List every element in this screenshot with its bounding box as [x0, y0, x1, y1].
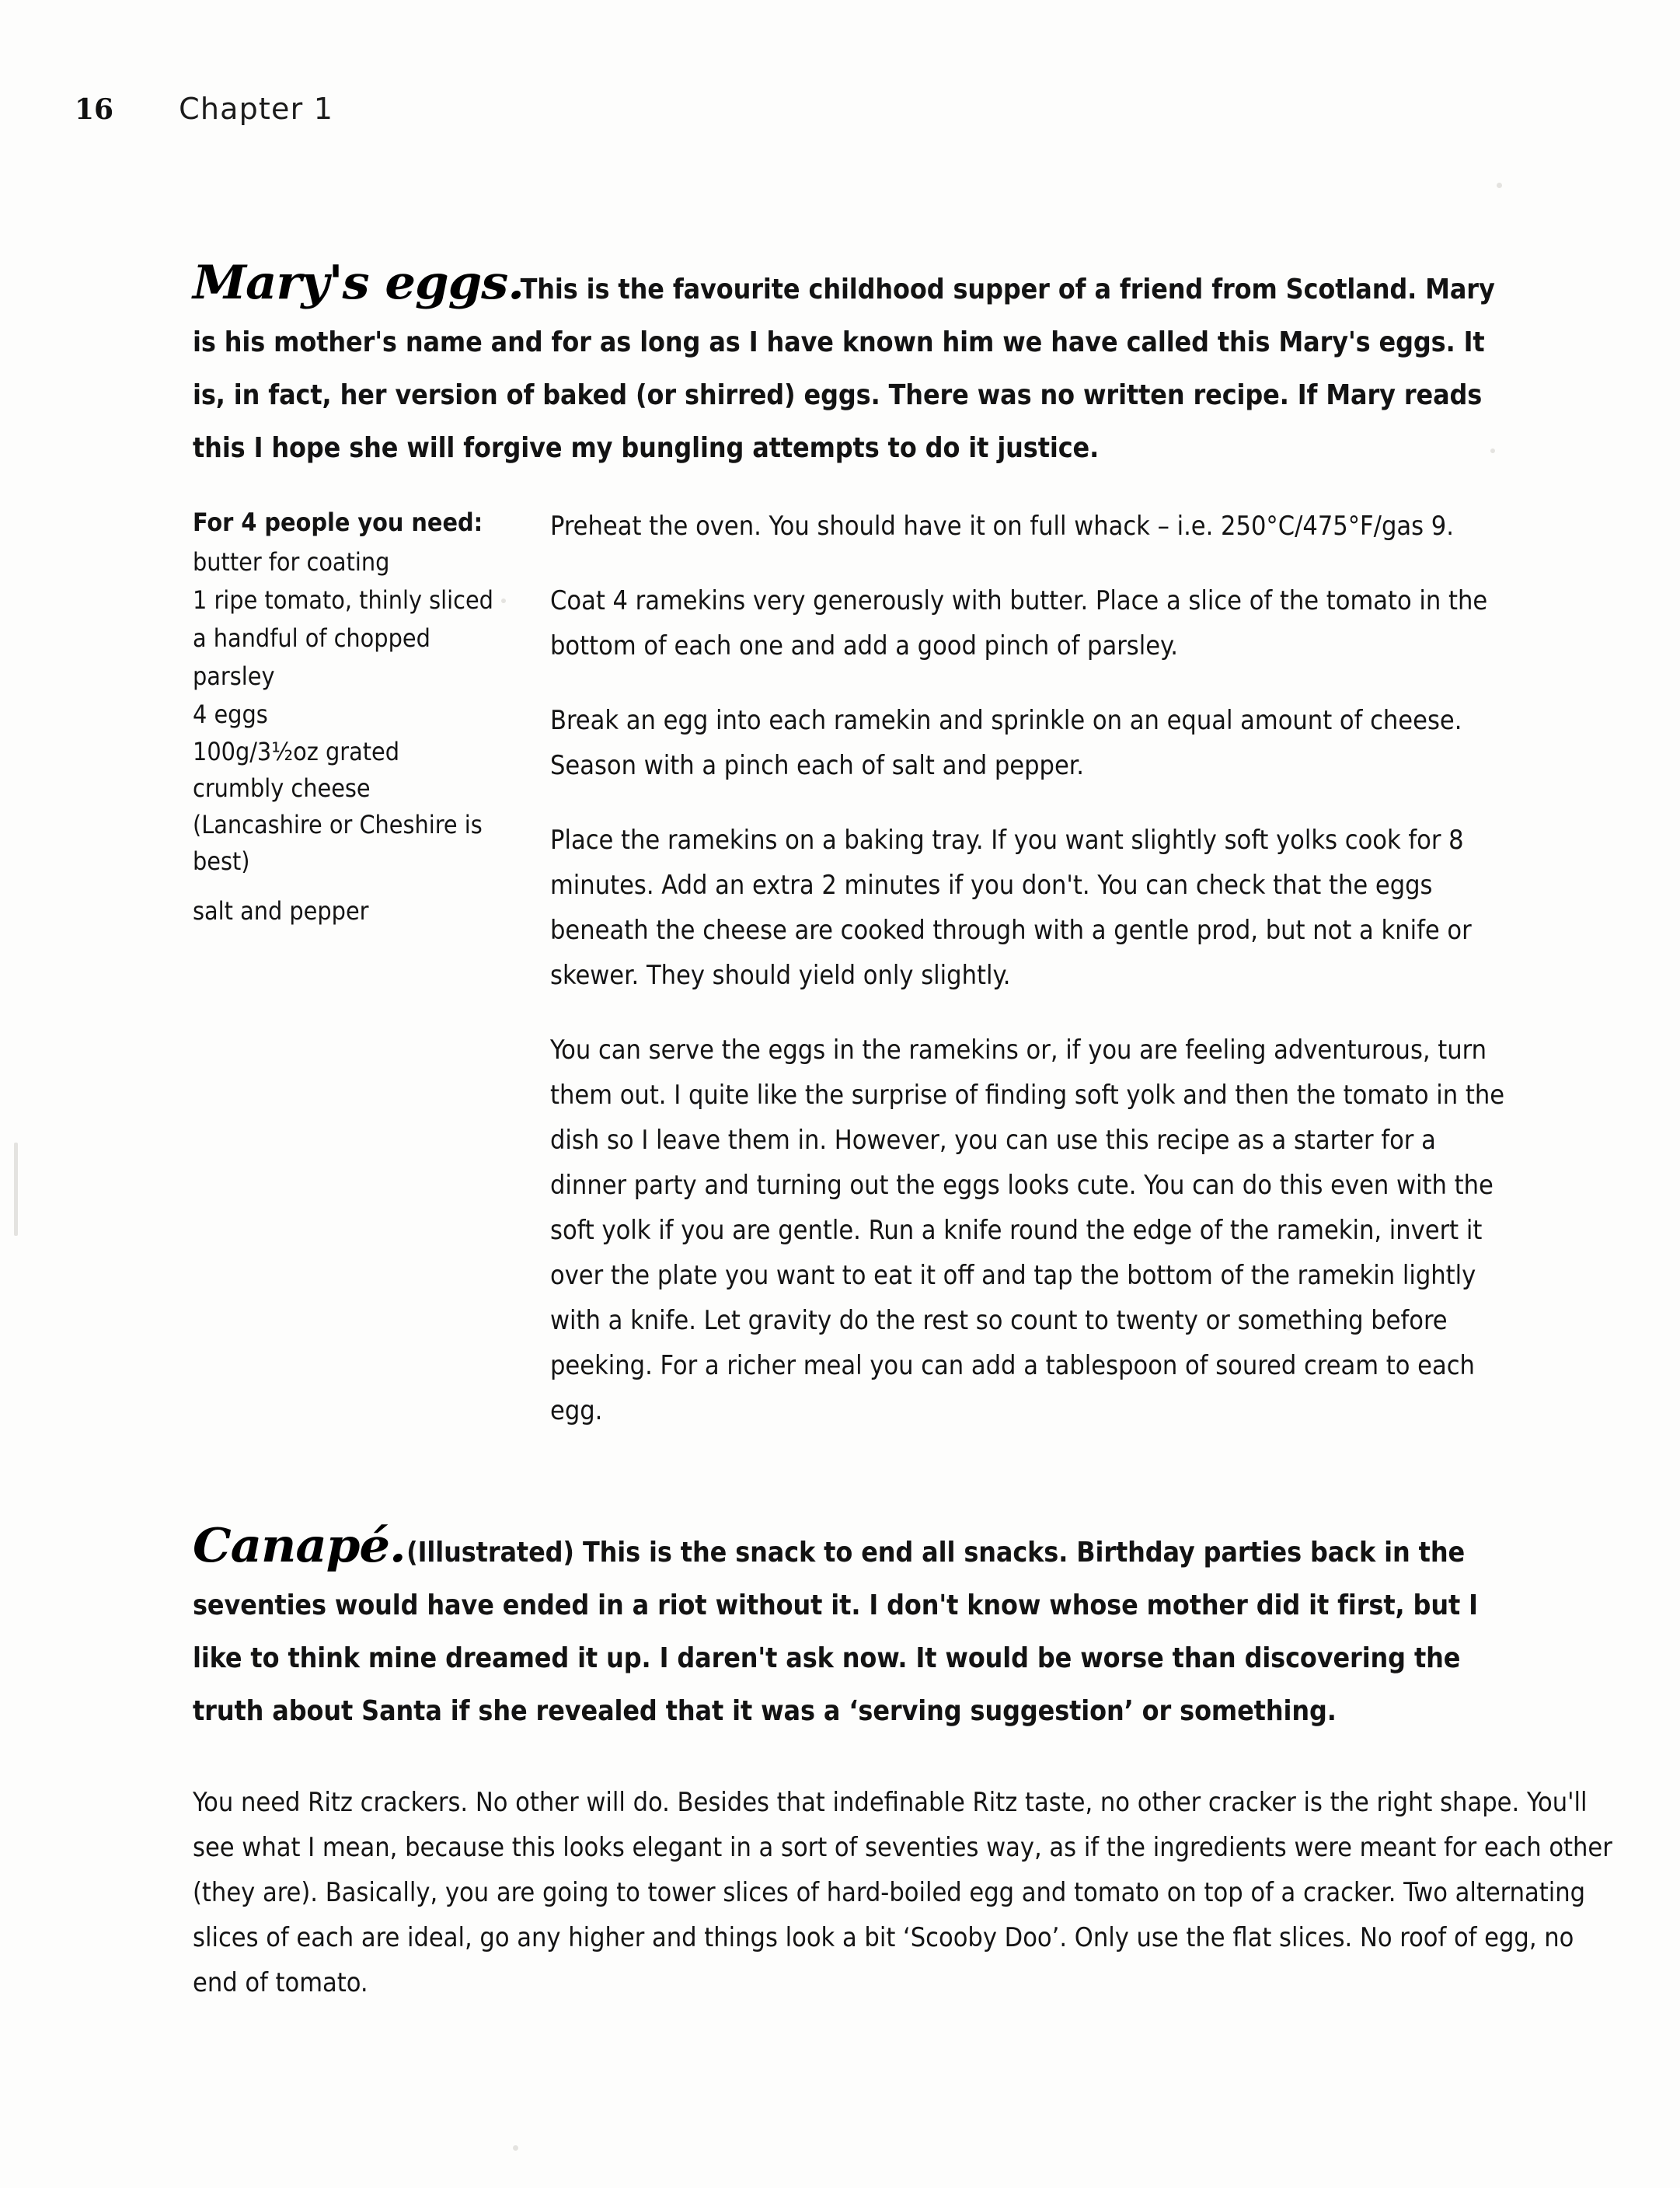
recipe-intro-text: (Illustrated) This is the snack to end all snacks. Birthday parties back in the seventies would have ended in a riot without it. I don't know whose mother did it first, but I like to think mine dreamed it up. I daren't ask now. It would be worse than discovering the truth about Santa if she revealed that it was a ‘serving suggestion’ or something.	[193, 1537, 1478, 1727]
ingredients-heading: For 4 people you need:	[193, 508, 483, 537]
ingredient-item: butter for coating	[193, 547, 390, 577]
ingredients-list	[193, 504, 497, 930]
body-paragraph: You need Ritz crackers. No other will do. Besides that indefinable Ritz taste, no other cracker is the right shape. You'll see what I mean, because this looks elegant in a sort of seventies way, as if the ingredients were meant for each other (they are). Basically, you are going to tower slices of hard-boiled egg and tomato on top of a cracker. Two alternating slices of each are ideal, go any higher and things look a bit ‘Scooby Doo’. Only use the flat slices. No roof of egg, no end of tomato.	[193, 1787, 1612, 1998]
ingredient-item: 1 ripe tomato, thinly sliced	[193, 585, 493, 615]
ingredient-item: 4 eggs	[193, 700, 268, 729]
recipe-intro-canape	[193, 1520, 1506, 1738]
recipe-columns-marys-eggs	[193, 504, 1506, 1433]
recipe-intro-marys-eggs	[193, 256, 1506, 475]
method-step: Break an egg into each ramekin and sprinkle on an equal amount of cheese. Season with a pinch each of salt and pepper.	[550, 705, 1462, 781]
canape-body	[193, 1780, 1621, 2005]
running-head	[75, 92, 333, 126]
chapter-label: Chapter 1	[179, 92, 334, 126]
method-step: You can serve the eggs in the ramekins or, if you are feeling adventurous, turn them out. I quite like the surprise of finding soft yolk and then the tomato in the dish so I leave them in. However, you can use this recipe as a starter for a dinner party and turning out the eggs looks cute. You can do this even with the soft yolk if you are gentle. Run a knife round the edge of the ramekin, invert it over the plate you want to eat it off and tap the bottom of the ramekin lightly with a knife. Let gravity do the rest so count to twenty or something before peeking. For a richer meal you can add a tablespoon of soured cream to each egg.	[550, 1035, 1505, 1426]
ingredient-item: a handful of chopped parsley	[193, 623, 430, 691]
ingredient-item: salt and pepper	[193, 896, 369, 926]
scan-speck	[14, 1143, 18, 1236]
scan-speck	[513, 2145, 518, 2151]
method-step: Preheat the oven. You should have it on full whack – i.e. 250°C/475°F/gas 9.	[550, 511, 1454, 542]
recipe-intro-text: This is the favourite childhood supper of a friend from Scotland. Mary is his mother's name and for as long as I have known him we have called this Mary's eggs. It is, in fact, her version of baked (or shirred) eggs. There was no written recipe. If Mary reads this I hope she will forgive my bungling attempts to do it justice.	[193, 274, 1495, 464]
scan-speck	[1497, 183, 1502, 188]
ingredient-item: 100g/3½oz grated crumbly cheese (Lancashire or Cheshire is best)	[193, 737, 483, 876]
method-step: Coat 4 ramekins very generously with butter. Place a slice of the tomato in the bottom of each one and add a good pinch of parsley.	[550, 585, 1488, 661]
method-step: Place the ramekins on a baking tray. If you want slightly soft yolks cook for 8 minutes. Add an extra 2 minutes if you don't. You can check that the eggs beneath the cheese are cooked through with a gentle prod, but not a knife or skewer. They should yield only slightly.	[550, 825, 1472, 991]
method-steps	[550, 504, 1506, 1433]
recipe-title-marys-eggs: Mary's eggs.	[193, 256, 524, 310]
recipe-title-canape: Canapé.	[193, 1519, 406, 1573]
page-number: 16	[75, 93, 114, 126]
